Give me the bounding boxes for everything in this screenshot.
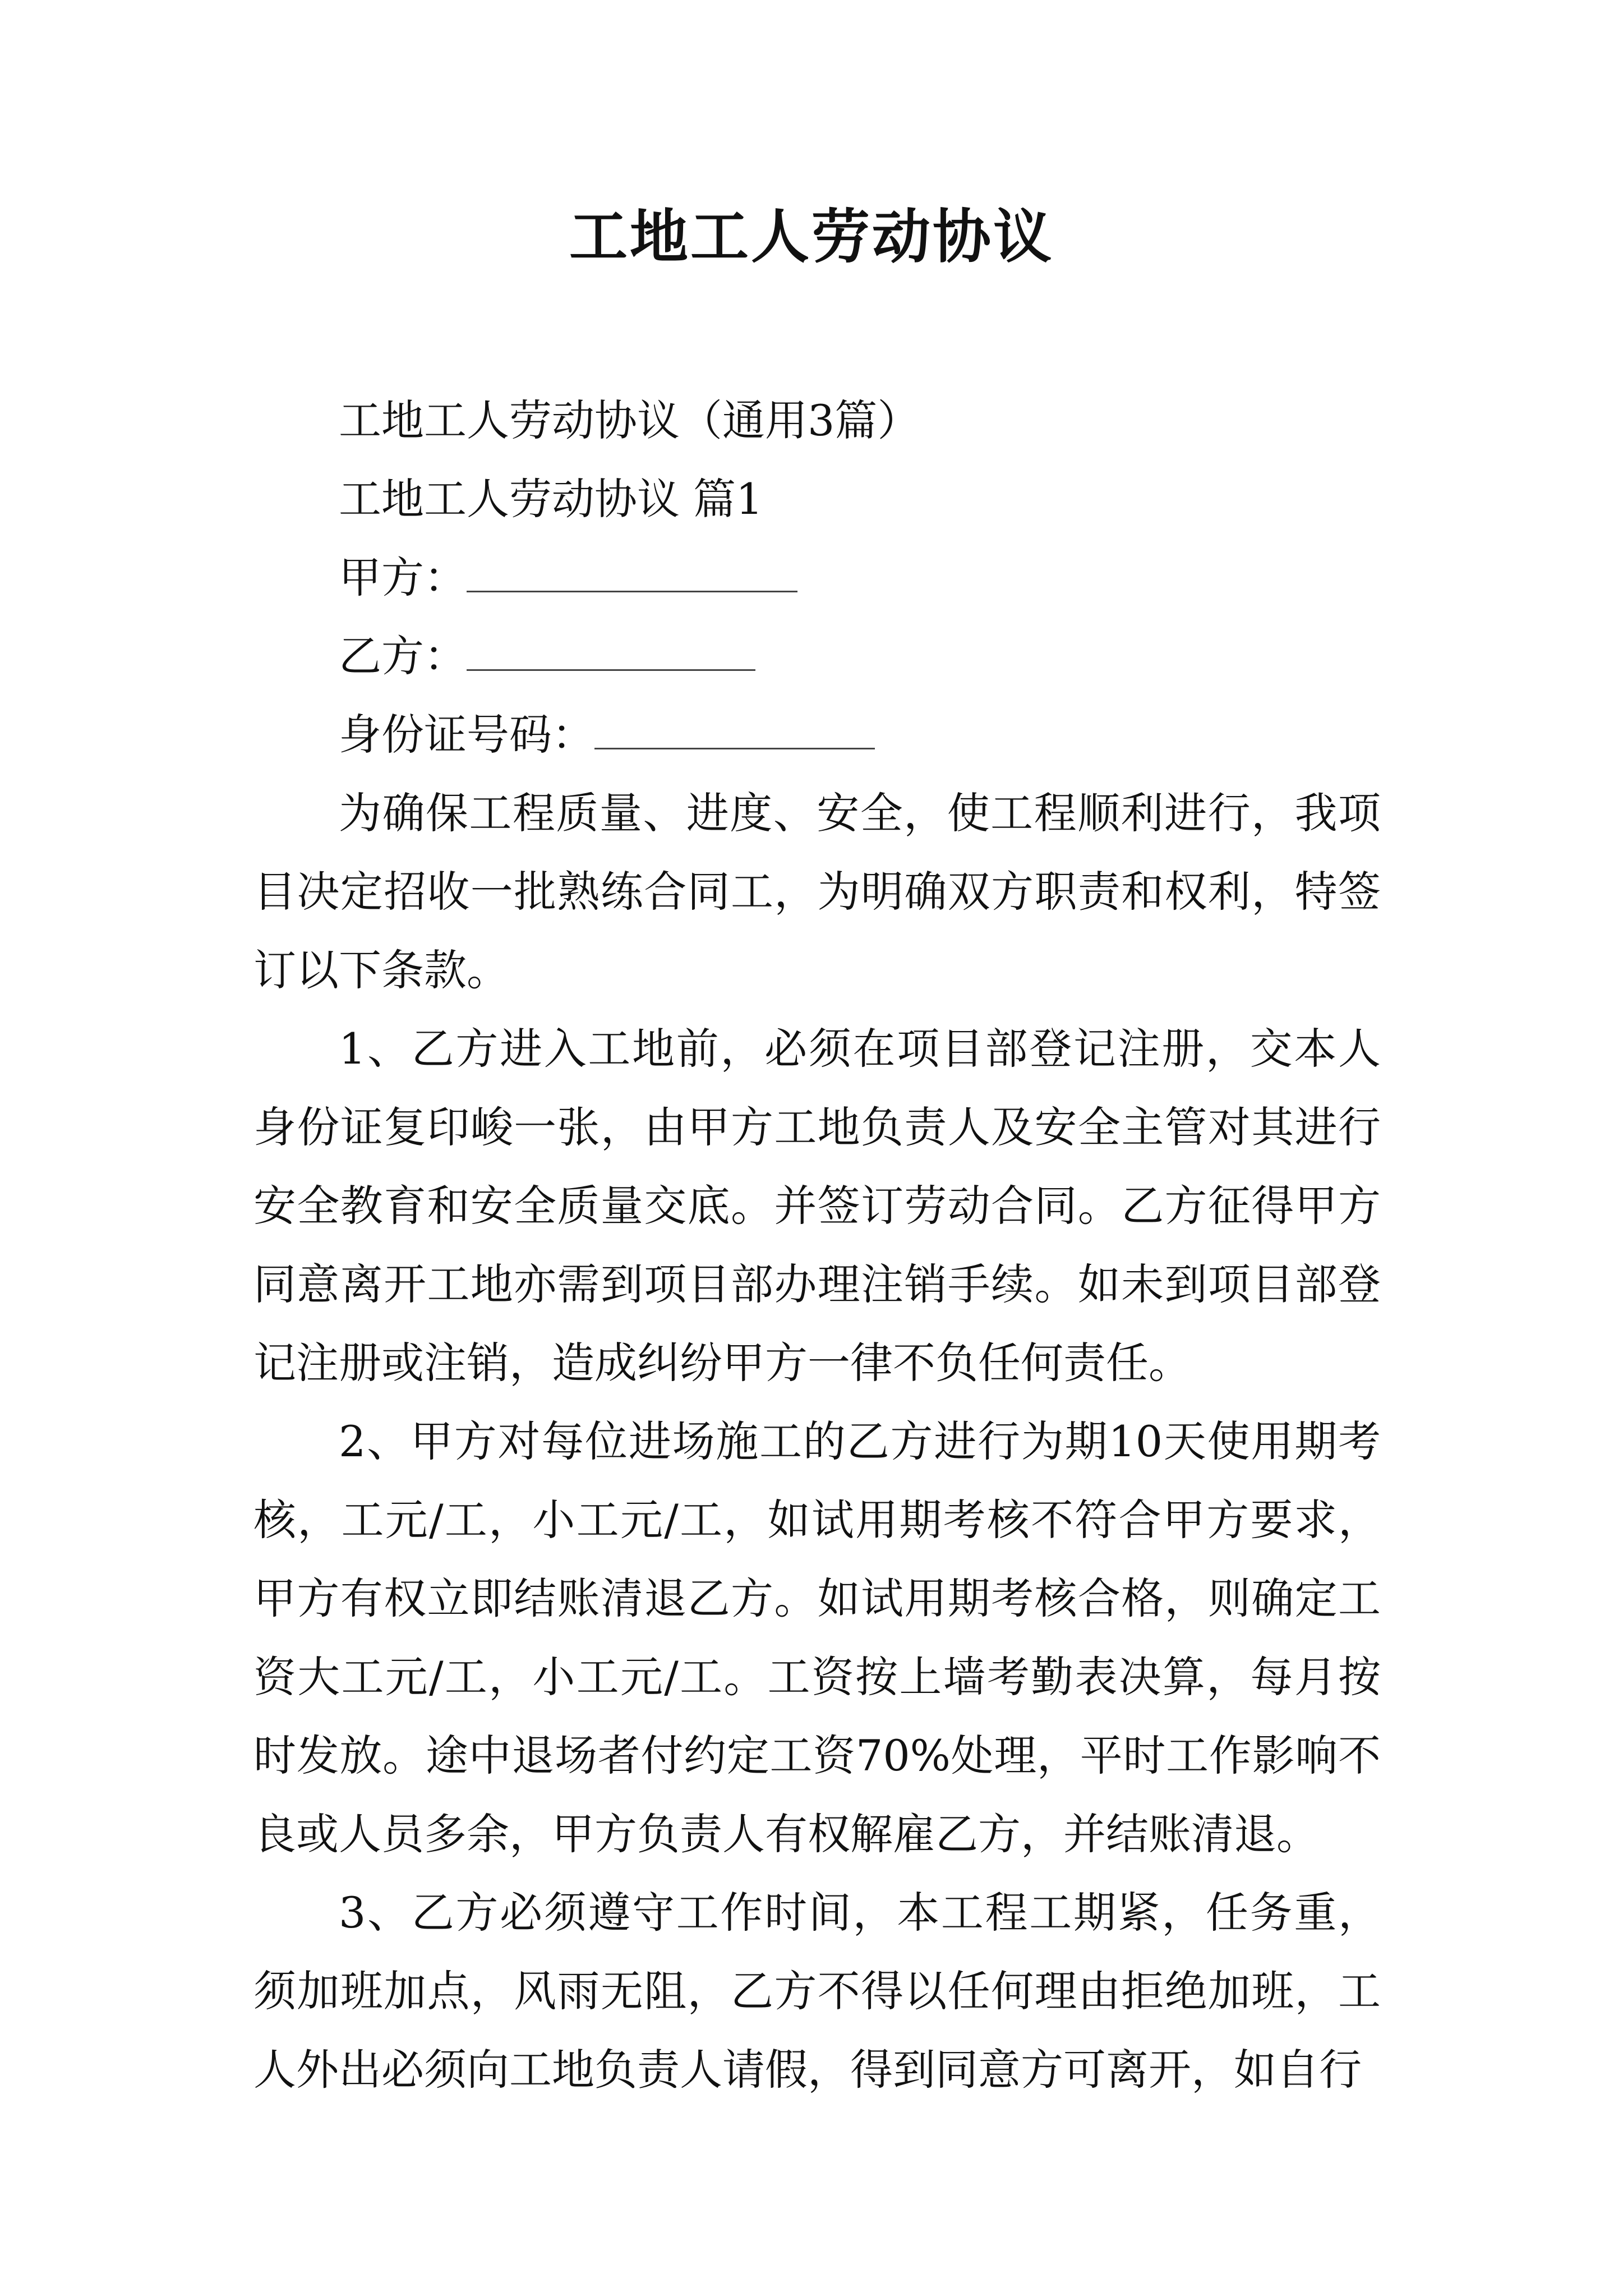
paragraph-clause-1: 1、乙方进入工地前，必须在项目部登记注册，交本人身份证复印峻一张，由甲方工地负责人及安全主管对其进行安全教育和安全质量交底。并签订劳动合同。乙方征得甲方同意离开工地亦需到项目部办理注销手续。如未到项目部登记注册或注销，造成纠纷甲方一律不负任何责任。 — [253, 1024, 1381, 1388]
paragraph-clause-3: 3、乙方必须遵守工作时间，本工程工期紧，任务重，须加班加点，风雨无阻，乙方不得以任何理由拒绝加班，工人外出必须向工地负责人请假，得到同意方可离开，如自行 — [253, 1888, 1381, 2095]
party-b-field — [253, 617, 1381, 696]
party-a-field — [253, 539, 1381, 617]
document-subtitle: 工地工人劳动协议（通用3篇） — [339, 395, 920, 445]
id-number-blank — [594, 713, 875, 749]
party-b-label: 乙方： — [339, 631, 467, 681]
party-a-blank — [467, 556, 797, 592]
document-title: 工地工人劳动协议 — [569, 202, 1054, 271]
party-b-blank — [467, 634, 755, 671]
party-a-label: 甲方： — [339, 553, 467, 602]
section-heading: 工地工人劳动协议 篇1 — [339, 474, 763, 524]
id-number-label: 身份证号码： — [339, 710, 594, 760]
paragraph-clause-2: 2、甲方对每位进场施工的乙方进行为期10天使用期考核，工元/工，小工元/工，如试用期考核不符合甲方要求，甲方有权立即结账清退乙方。如试用期考核合格，则确定工资大工元/工，小工元/工。工资按上墙考勤表决算，每月按时发放。途中退场者付约定工资70%处理，平时工作影响不良或人员多余，甲方负责人有权解雇乙方，并结账清退。 — [253, 1416, 1381, 1859]
paragraph-intro: 为确保工程质量、进度、安全，使工程顺利进行，我项目决定招收一批熟练合同工，为明确双方职责和权利，特签订以下条款。 — [253, 788, 1381, 995]
id-number-field — [253, 696, 1381, 774]
document-body — [253, 381, 1381, 2109]
